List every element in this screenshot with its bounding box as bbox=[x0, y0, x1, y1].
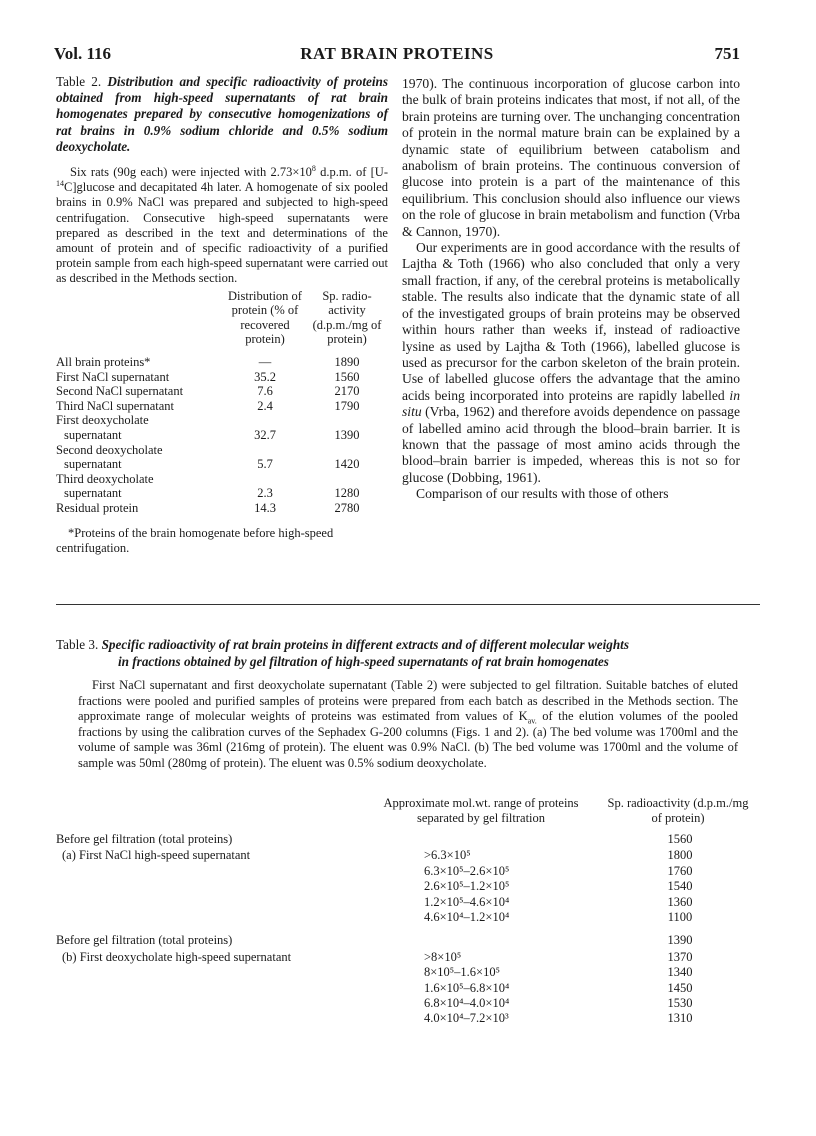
mol-wt-range: 6.3×10⁵–2.6×10⁵ bbox=[424, 863, 510, 878]
sp-radioactivity-value: 1560 bbox=[667, 832, 693, 846]
distribution-value: — bbox=[258, 355, 272, 370]
table-row bbox=[56, 965, 760, 980]
table-row bbox=[56, 996, 760, 1011]
table-2-footnote: *Proteins of the brain homogenate before high-speed centrifugation. bbox=[56, 525, 334, 555]
mol-wt-range: 1.2×10⁵–4.6×10⁴ bbox=[424, 894, 510, 909]
row-label: Second deoxycholate supernatant bbox=[56, 442, 163, 472]
sp-radioactivity-value: 1560 bbox=[334, 369, 360, 384]
sp-radioactivity-value: 2170 bbox=[334, 384, 360, 399]
table-row bbox=[56, 895, 760, 910]
distribution-value: 7.6 bbox=[257, 384, 273, 399]
row-label: (b) First deoxycholate high-speed supernatant bbox=[62, 949, 292, 964]
paragraph-3: Comparison of our results with those of others bbox=[416, 486, 669, 502]
mol-wt-range: 2.6×10⁵–1.2×10⁵ bbox=[424, 879, 510, 894]
table-row bbox=[56, 864, 760, 879]
table-3-caption bbox=[56, 636, 760, 670]
row-label: Residual protein bbox=[56, 500, 139, 515]
table-2 bbox=[56, 289, 388, 516]
mol-wt-range: 6.8×10⁴–4.0×10⁴ bbox=[424, 996, 510, 1010]
mol-wt-range: >8×10⁵ bbox=[424, 949, 462, 964]
table-row bbox=[56, 981, 760, 996]
section-divider bbox=[56, 604, 760, 605]
table-row bbox=[56, 1011, 760, 1026]
distribution-value: 2.3 bbox=[257, 486, 273, 501]
sp-radioactivity-value: 1360 bbox=[667, 894, 693, 909]
sp-radioactivity-value: 1760 bbox=[667, 863, 693, 878]
table-row bbox=[56, 413, 388, 442]
sp-radioactivity-value: 1280 bbox=[334, 486, 360, 501]
table-3-label: Table 3. bbox=[56, 637, 99, 652]
row-label: Second NaCl supernatant bbox=[56, 384, 184, 399]
table-row bbox=[56, 443, 388, 472]
row-label: Before gel filtration (total proteins) bbox=[56, 933, 233, 948]
sp-radioactivity-value: 1390 bbox=[334, 427, 360, 442]
mol-wt-range: >6.3×10⁵ bbox=[424, 848, 471, 863]
sp-radioactivity-value: 1540 bbox=[667, 879, 693, 894]
volume-number: Vol. 116 bbox=[54, 44, 112, 63]
table-row bbox=[56, 501, 388, 516]
row-label: Before gel filtration (total proteins) bbox=[56, 832, 233, 846]
row-label: All brain proteins* bbox=[56, 355, 151, 370]
table-row bbox=[56, 933, 760, 948]
mol-wt-range: 8×10⁵–1.6×10⁵ bbox=[424, 965, 500, 980]
table-2-caption bbox=[56, 74, 388, 155]
table-row bbox=[56, 879, 760, 894]
running-header bbox=[54, 44, 740, 66]
sp-radioactivity-value: 1310 bbox=[667, 1011, 693, 1026]
table-row bbox=[56, 399, 388, 414]
sp-radioactivity-value: 1530 bbox=[667, 996, 693, 1010]
table-2-col-distribution: Distribution of protein (% of recovered protein) bbox=[228, 288, 302, 347]
sp-radioactivity-value: 1340 bbox=[667, 965, 693, 980]
table-3-title-line-1: Specific radioactivity of rat brain proteins in different extracts and of different molecular weights bbox=[101, 637, 629, 652]
sp-radioactivity-value: 1450 bbox=[667, 980, 693, 995]
mol-wt-range: 4.6×10⁴–1.2×10⁴ bbox=[424, 910, 510, 924]
paragraph-1: 1970). The continuous incorporation of glucose carbon into the bulk of brain proteins indicates that most, if not all, of the brain proteins are turning over. The unchanging concentration of protein in the normal mature brain can be explained by a dynamic state of equilibrium between catabolism and anabolism of brain proteins. The continuous conversion of glucose into protein is a part of the maintenance of this equilibrium. This conclusion should also influence our views on the role of glucose in brain metabolism and function (Vrba & Cannon, 1970). bbox=[402, 76, 740, 239]
sp-radioactivity-value: 1100 bbox=[667, 910, 693, 924]
distribution-value: 14.3 bbox=[254, 500, 276, 515]
sp-radioactivity-value: 1390 bbox=[667, 933, 693, 948]
paragraph-2: Our experiments are in good accordance with the results of Lajtha & Toth (1966) who also concluded that only a very small fraction, if any, of the cerebral proteins is metabolically stable. The results also indicate that the dynamic state of all of the investigated groups of brain proteins may be observed within hours rather than weeks if, instead of radioactive lysine as used by Lajtha & Toth (1966), labelled glucose is used as precursor for the carbon skeleton of the brain protein. Use of labelled glucose offers the advantage that the amino acids being incorporated into proteins are rapidly labelled in situ (Vrba, 1962) and therefore avoids dependence on passage of labelled amino acid through the blood–brain barrier. It is known that the passage of most amino acids through the blood–brain barrier is impeded, whereas this is not so for glucose (Dobbing, 1961). bbox=[402, 240, 740, 485]
row-label: First deoxycholate supernatant bbox=[56, 413, 149, 442]
table-3-col-sp-radioactivity: Sp. radioactivity (d.p.m./mg of protein) bbox=[607, 796, 749, 826]
page-number: 751 bbox=[714, 44, 740, 63]
table-2-col-sp-radioactivity: Sp. radio-activity (d.p.m./mg of protein) bbox=[312, 288, 382, 347]
sp-radioactivity-value: 1800 bbox=[667, 848, 693, 863]
distribution-value: 5.7 bbox=[257, 457, 273, 472]
sp-radioactivity-value: 1420 bbox=[334, 457, 360, 472]
table-row bbox=[56, 832, 760, 847]
table-row bbox=[56, 370, 388, 385]
distribution-value: 35.2 bbox=[254, 369, 276, 384]
table-row bbox=[56, 910, 760, 925]
running-title: RAT BRAIN PROTEINS bbox=[300, 44, 494, 63]
table-row bbox=[56, 384, 388, 399]
table-3-title-line-2: in fractions obtained by gel filtration of high-speed supernatants of rat brain homogenates bbox=[118, 654, 609, 669]
row-label: First NaCl supernatant bbox=[56, 369, 170, 384]
table-3-block bbox=[56, 636, 760, 1026]
row-label: (a) First NaCl high-speed supernatant bbox=[62, 848, 251, 863]
mol-wt-range: 1.6×10⁵–6.8×10⁴ bbox=[424, 980, 510, 995]
table-2-title: Distribution and specific radioactivity of proteins obtained from high-speed supernatants of rat brain homogenates prepared by consecutive homogenizations of rat brains in 0.9% sodium chloride and 0.5% sodium deoxycholate. bbox=[56, 74, 388, 154]
distribution-value: 2.4 bbox=[257, 398, 273, 413]
table-2-description: Six rats (90g each) were injected with $2.73\times 10^8$ d.p.m. of [U-$^{14}$C]glucose and decapitated 4h later. A homogenate of six pooled brains in 0.9% NaCl was prepared and subjected to high-speed centrifugation. Consecutive high-speed supernatants were prepared as described in the text and determinations of the amount of protein and of specific radioactivity of a purified protein sample from each high-speed supernatant were carried out as described in the Methods section. bbox=[56, 163, 388, 286]
sp-radioactivity-value: 1890 bbox=[334, 355, 360, 370]
table-3-description: First NaCl supernatant and first deoxycholate supernatant (Table 2) were subjected to gel filtration. Suitable batches of eluted fractions were pooled and purified samples of proteins were prepared from each batch as described in the Methods section. The approximate range of molecular weights of proteins was estimated from values of $K_{av.}$ of the elution volumes of the pooled fractions by using the calibration curves of the Sephadex G-200 columns (Figs. 1 and 2). (a) The bed volume was 1700ml and the volume of sample was 36ml (216mg of protein). The eluent was 0.9% NaCl. (b) The bed volume was 1700ml and the volume of sample was 50ml (280mg of protein). The eluent was 0.5% sodium deoxycholate. bbox=[78, 678, 739, 770]
row-label: Third deoxycholate supernatant bbox=[56, 471, 154, 501]
sp-radioactivity-value: 1370 bbox=[667, 949, 693, 964]
table-row bbox=[56, 472, 388, 501]
mol-wt-range: 4.0×10⁴–7.2×10³ bbox=[424, 1011, 509, 1026]
table-row bbox=[56, 848, 760, 863]
distribution-value: 32.7 bbox=[254, 427, 276, 442]
body-text-column bbox=[402, 76, 740, 503]
row-label: Third NaCl supernatant bbox=[56, 398, 175, 413]
table-2-block bbox=[56, 74, 388, 556]
table-3-col-mol-wt: Approximate mol.wt. range of proteins separated by gel filtration bbox=[383, 796, 579, 826]
table-row bbox=[56, 950, 760, 965]
sp-radioactivity-value: 1790 bbox=[334, 398, 360, 413]
table-row bbox=[56, 347, 388, 370]
table-2-label: Table 2. bbox=[56, 74, 102, 89]
sp-radioactivity-value: 2780 bbox=[334, 500, 360, 515]
